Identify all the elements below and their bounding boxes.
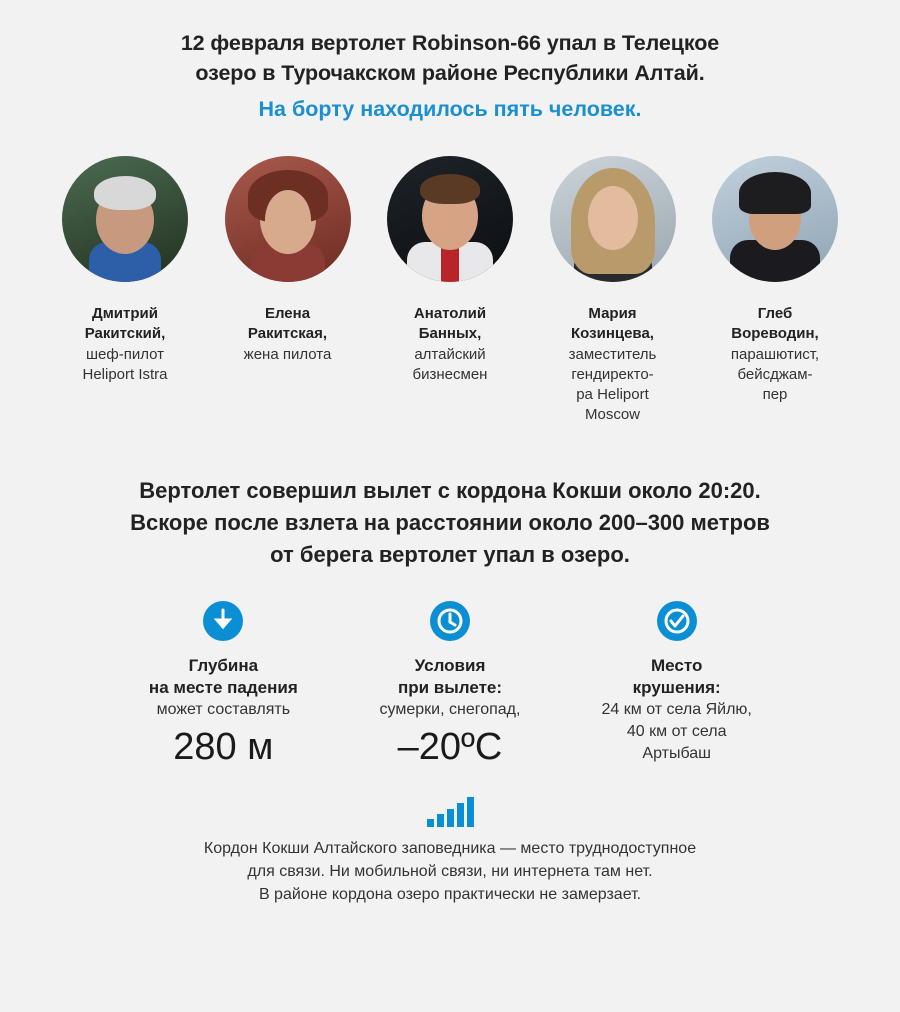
fact-value: 280 м [173, 726, 274, 768]
person-role-line-2: Heliport Istra [82, 366, 168, 383]
arrow-down-icon [203, 601, 243, 641]
fact-subtitle: сумерки, снегопад, [379, 701, 521, 718]
person-role-line-1: алтайский [414, 346, 486, 363]
signal-bars-icon [40, 793, 860, 827]
footer-note [40, 837, 860, 906]
person-role-line-3: пер [762, 386, 788, 403]
footer [40, 793, 860, 906]
person-name-line-1: Елена [264, 305, 311, 322]
fact-title-line-1: Место [651, 656, 703, 675]
person-name-line-2: Ракитская, [247, 325, 328, 342]
footer-line-1: Кордон Кокши Алтайского заповедника — место труднодоступное [203, 840, 697, 857]
fact-location [563, 601, 790, 771]
avatar [225, 156, 351, 282]
person-role [50, 345, 200, 385]
person-name-line-2: Банных, [418, 325, 482, 342]
person-name [50, 304, 200, 344]
fact-title [337, 655, 564, 699]
person-name-line-2: Ракитский, [84, 325, 166, 342]
person-name-line-1: Дмитрий [92, 305, 158, 322]
person-name [700, 304, 850, 344]
person-role-line-2: гендиректо- [571, 366, 654, 383]
person-role [375, 345, 525, 385]
fact-subtitle-line-3: Артыбаш [642, 745, 711, 762]
footer-line-3: В районе кордона озеро практически не замерзает. [258, 886, 642, 903]
check-circle-icon [657, 601, 697, 641]
fact-value: –20ºC [397, 726, 503, 768]
avatar [712, 156, 838, 282]
person-card [213, 156, 363, 365]
person-role [213, 345, 363, 365]
person-role-line-4: Moscow [584, 406, 640, 423]
headline-line-2: озеро в Турочакском районе Республики Алтай. [195, 61, 705, 85]
person-name [213, 304, 363, 344]
crash-statement [40, 475, 860, 571]
fact-depth [110, 601, 337, 771]
fact-title [563, 655, 790, 699]
fact-title-line-1: Условия [414, 656, 486, 675]
person-role [700, 345, 850, 405]
headline-highlight: На борту находилось пять человек. [258, 97, 642, 121]
person-role-line-2: бейсджам- [737, 366, 813, 383]
avatar [387, 156, 513, 282]
fact-subtitle [563, 699, 790, 765]
header [40, 0, 860, 124]
fact-title [110, 655, 337, 699]
avatar [62, 156, 188, 282]
facts-row [40, 601, 860, 771]
person-role-line-1: шеф-пилот [85, 346, 165, 363]
fact-subtitle-line-1: 24 км от села Яйлю, [601, 701, 752, 718]
person-name [375, 304, 525, 344]
person-name-line-2: Козинцева, [571, 325, 654, 342]
person-name-line-1: Мария [588, 305, 637, 322]
person-name-line-1: Анатолий [413, 305, 487, 322]
person-name-line-2: Вореводин, [731, 325, 819, 342]
person-card [700, 156, 850, 405]
avatar [550, 156, 676, 282]
fact-subtitle-line-2: 40 км от села [626, 723, 727, 740]
people-list [40, 156, 860, 425]
person-name [538, 304, 688, 344]
footer-line-2: для связи. Ни мобильной связи, ни интернета там нет. [247, 863, 653, 880]
person-name-line-1: Глеб [757, 305, 793, 322]
person-card [375, 156, 525, 385]
person-card [50, 156, 200, 385]
fact-title-line-1: Глубина [188, 656, 259, 675]
fact-title-line-2: на месте падения [148, 678, 298, 697]
person-role-line-1: парашютист, [730, 346, 820, 363]
person-card [538, 156, 688, 425]
person-role-line-1: заместитель [568, 346, 657, 363]
fact-conditions [337, 601, 564, 771]
fact-title-line-2: при вылете: [397, 678, 503, 697]
headline-line-1: 12 февраля вертолет Robinson-66 упал в Телецкое [180, 31, 720, 55]
fact-title-line-2: крушения: [632, 678, 721, 697]
fact-subtitle: может составлять [156, 701, 291, 718]
statement-line-1: Вертолет совершил вылет с кордона Кокши около 20:20. [139, 478, 761, 503]
person-role [538, 345, 688, 425]
statement-line-3: от берега вертолет упал в озеро. [270, 542, 630, 567]
statement-line-2: Вскоре после взлета на расстоянии около 200–300 метров [130, 510, 770, 535]
person-role-line-3: ра Heliport [576, 386, 649, 403]
clock-icon [430, 601, 470, 641]
person-role-line-1: жена пилота [243, 346, 332, 363]
person-role-line-2: бизнесмен [412, 366, 488, 383]
